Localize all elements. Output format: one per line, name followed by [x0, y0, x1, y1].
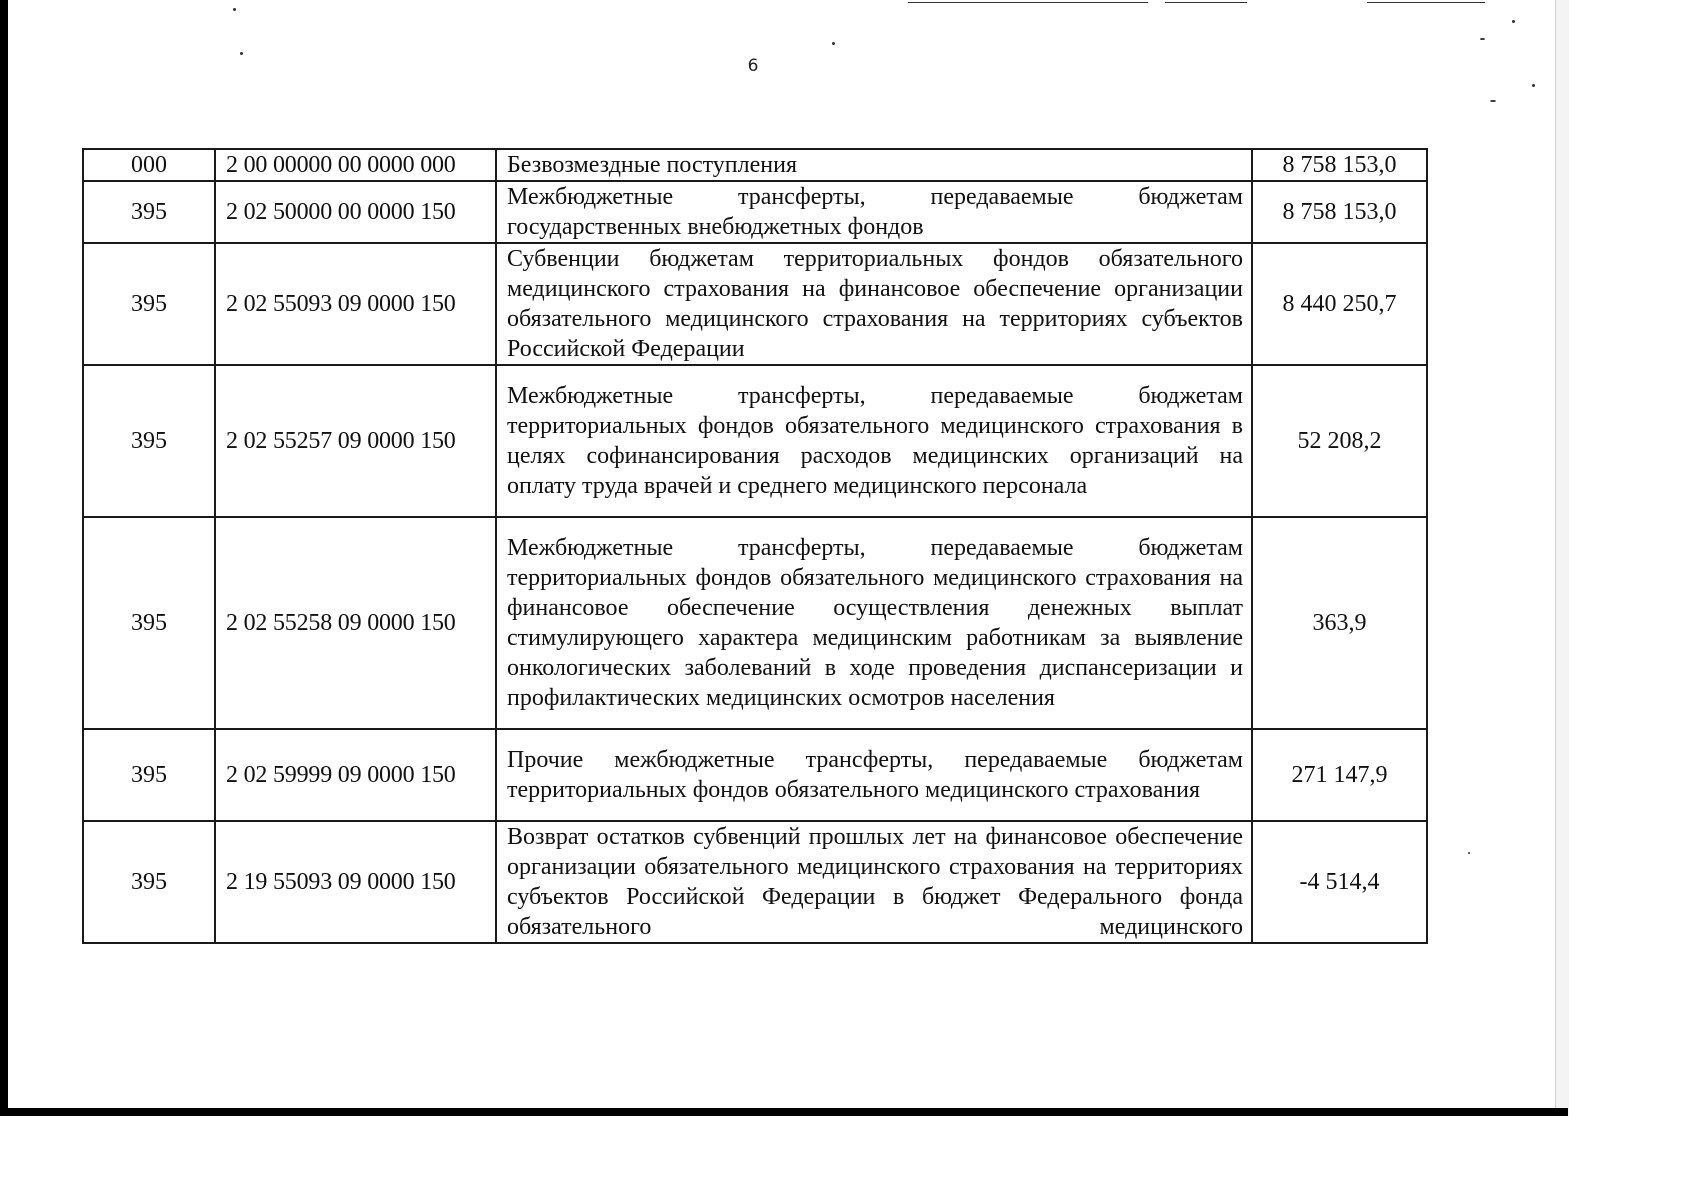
budget-code-cell: 2 19 55093 09 0000 150 — [215, 821, 496, 943]
admin-code-cell: 395 — [83, 517, 215, 729]
revenue-name-cell: Субвенции бюджетам территориальных фондов обязательного медицинского страхования на финансовое обеспечение организации обязательного медицинского страхования на территориях субъектов Российской Федерации — [496, 243, 1252, 365]
admin-code-cell: 395 — [83, 243, 215, 365]
scan-edge-bottom — [0, 1108, 1568, 1116]
table-row — [83, 729, 1427, 821]
amount-cell: 52 208,2 — [1252, 365, 1427, 517]
scan-speck — [1512, 20, 1515, 23]
amount-cell: 8 440 250,7 — [1252, 243, 1427, 365]
scan-speck — [1480, 38, 1485, 40]
amount-cell: 8 758 153,0 — [1252, 149, 1427, 181]
revenue-name-cell: Межбюджетные трансферты, передаваемые бюджетам государственных внебюджетных фондов — [496, 181, 1252, 243]
scan-top-rule — [1165, 2, 1247, 3]
scan-top-rule — [1367, 2, 1485, 3]
table-row — [83, 243, 1427, 365]
scan-speck — [1532, 84, 1535, 87]
revenue-name-cell: Прочие межбюджетные трансферты, передаваемые бюджетам территориальных фондов обязательного медицинского страхования — [496, 729, 1252, 821]
admin-code-cell: 395 — [83, 181, 215, 243]
budget-code-cell: 2 00 00000 00 0000 000 — [215, 149, 496, 181]
scan-edge-left — [0, 0, 8, 1116]
scan-speck — [233, 8, 236, 11]
budget-code-cell: 2 02 50000 00 0000 150 — [215, 181, 496, 243]
table-row — [83, 149, 1427, 181]
budget-code-cell: 2 02 59999 09 0000 150 — [215, 729, 496, 821]
budget-code-cell: 2 02 55093 09 0000 150 — [215, 243, 496, 365]
budget-code-cell: 2 02 55257 09 0000 150 — [215, 365, 496, 517]
amount-cell: -4 514,4 — [1252, 821, 1427, 943]
scan-top-rule — [908, 2, 1148, 3]
amount-cell: 271 147,9 — [1252, 729, 1427, 821]
admin-code-cell: 395 — [83, 365, 215, 517]
table-row — [83, 181, 1427, 243]
scan-speck — [832, 42, 835, 45]
scan-edge-right — [1555, 0, 1569, 1116]
revenue-name-cell: Межбюджетные трансферты, передаваемые бюджетам территориальных фондов обязательного медицинского страхования на финансовое обеспечение осуществления денежных выплат стимулирующего характера медицинским работникам за выявление онкологических заболеваний в ходе проведения диспансеризации и профилактических медицинских осмотров населения — [496, 517, 1252, 729]
scan-speck — [1468, 852, 1470, 854]
amount-cell: 363,9 — [1252, 517, 1427, 729]
table-row — [83, 821, 1427, 943]
admin-code-cell: 395 — [83, 821, 215, 943]
revenue-name-cell: Возврат остатков субвенций прошлых лет на финансовое обеспечение организации обязательного медицинского страхования на территориях субъектов Российской Федерации в бюджет Федерального фонда обязательного медицинского — [496, 821, 1252, 943]
revenue-name-cell: Безвозмездные поступления — [496, 149, 1252, 181]
scan-speck — [1490, 100, 1496, 102]
budget-revenue-table — [82, 148, 1428, 944]
table-row — [83, 365, 1427, 517]
page-number: 6 — [747, 56, 759, 76]
admin-code-cell: 395 — [83, 729, 215, 821]
table-row — [83, 517, 1427, 729]
budget-code-cell: 2 02 55258 09 0000 150 — [215, 517, 496, 729]
admin-code-cell: 000 — [83, 149, 215, 181]
scan-speck — [240, 52, 243, 55]
revenue-name-cell: Межбюджетные трансферты, передаваемые бюджетам территориальных фондов обязательного медицинского страхования в целях софинансирования расходов медицинских организаций на оплату труда врачей и среднего медицинского персонала — [496, 365, 1252, 517]
amount-cell: 8 758 153,0 — [1252, 181, 1427, 243]
